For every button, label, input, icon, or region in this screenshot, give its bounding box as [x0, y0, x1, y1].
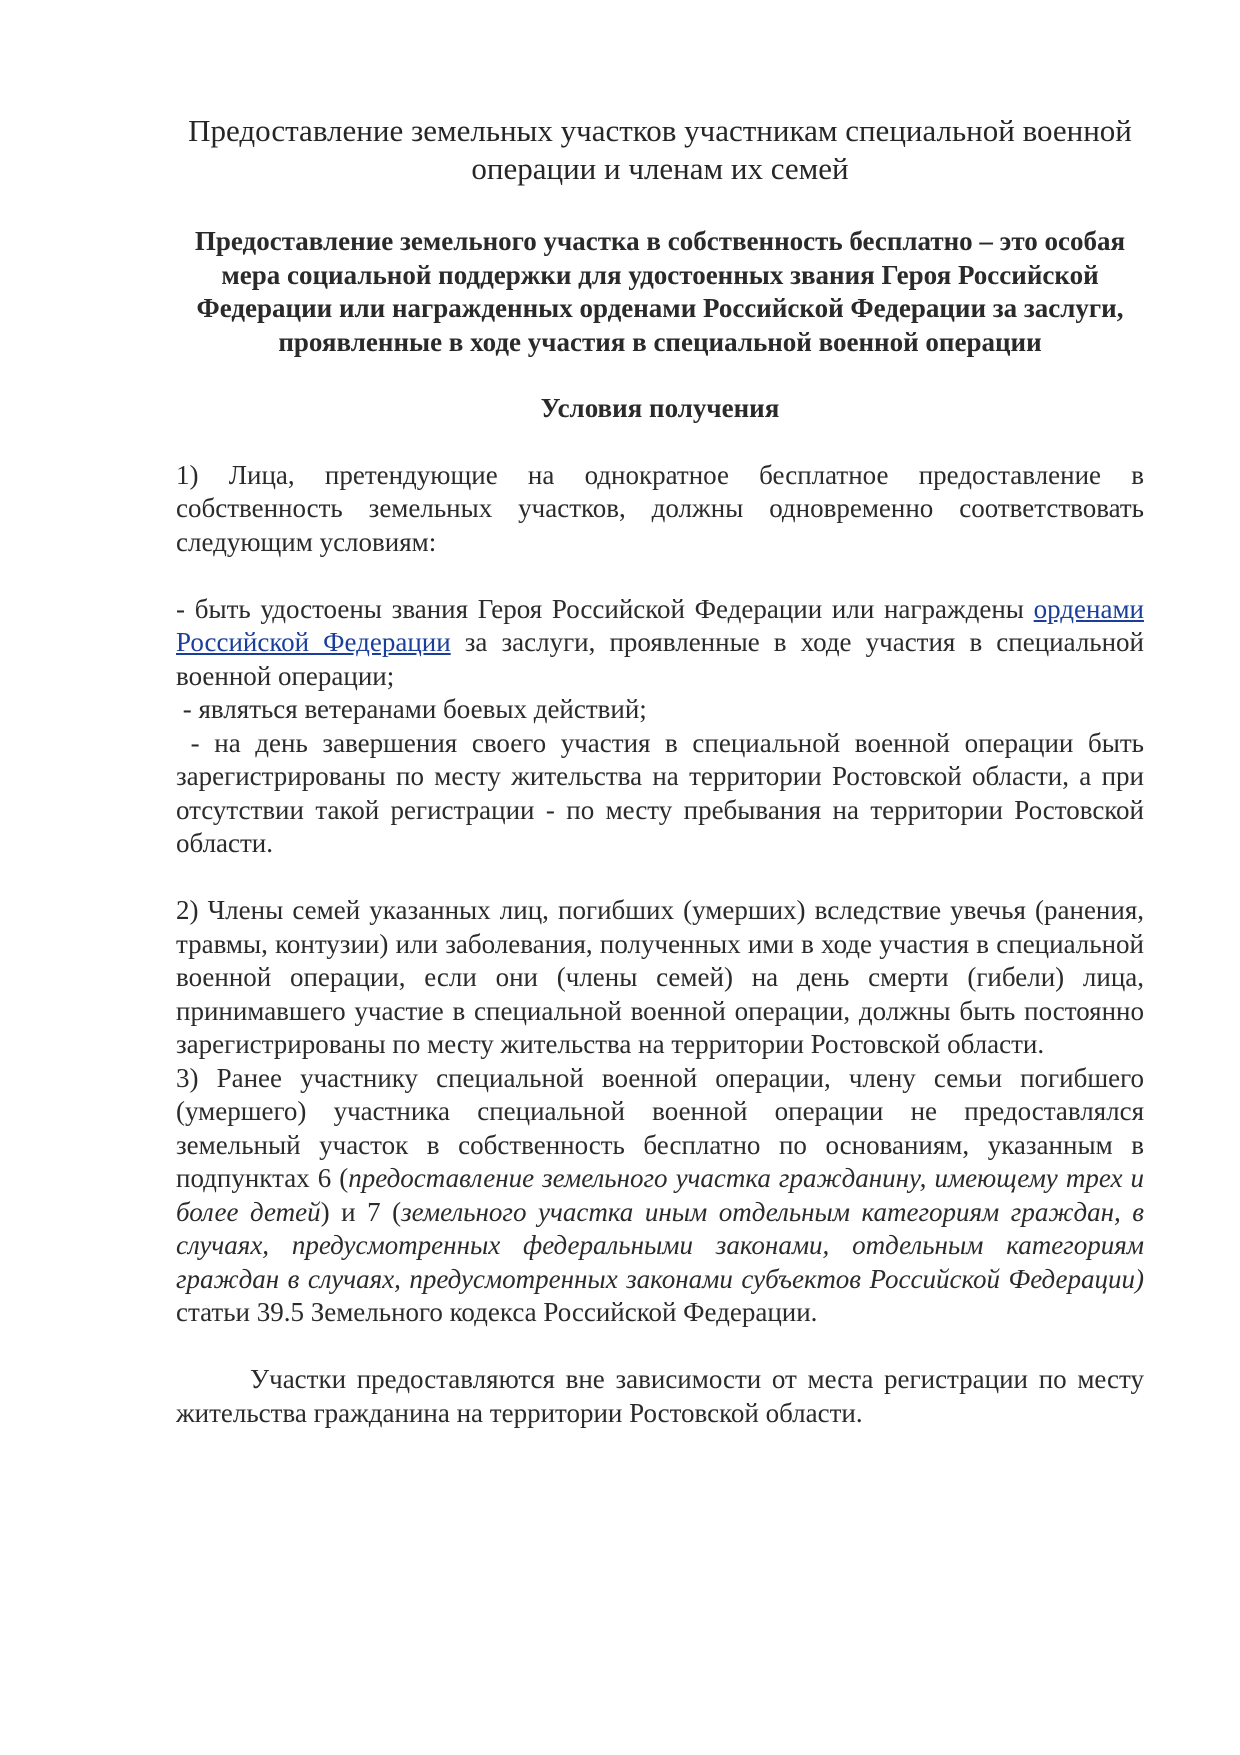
item-3-part-3: статьи 39.5 Земельного кодекса Российской Федерации.: [176, 1297, 818, 1327]
closing-paragraph: Участки предоставляются вне зависимости от места регистрации по месту жительства гражданина на территории Ростовской области.: [176, 1364, 1144, 1428]
condition-item-2: 2) Члены семей указанных лиц, погибших (умерших) вследствие увечья (ранения, травмы, контузии) или заболевания, полученных ими в ходе участия в специальной военной операции, если они (члены семей) на день смерти (гибели) лица, принимавшего участие в специальной военной операции, должны быть постоянно зарегистрированы по месту жительства на территории Ростовской области.: [176, 895, 1144, 1059]
condition-item-3: [176, 1062, 1144, 1330]
item-3-part-1: 3) Ранее участнику специальной военной операции, члену семьи погибшего (умершего) участника специальной военной операции не предоставлялся земельный участок в собственность бесплатно по основаниям, указанным в подпунктах 6 (: [176, 1062, 1144, 1193]
bullet-1-text-before: - быть удостоены звания Героя Российской Федерации или награждены: [176, 593, 1034, 624]
section-heading: Условия получения: [540, 393, 780, 423]
condition-bullet-3: - на день завершения своего участия в специальной военной операции быть зарегистрированы по месту жительства на территории Ростовской области, а при отсутствии такой регистрации - по месту пребывания на территории Ростовской области.: [176, 727, 1151, 858]
item-3-italic-1: предоставление земельного участка гражданину, имеющему трех и более детей: [176, 1163, 1144, 1227]
condition-bullet-1: [176, 593, 1144, 694]
item-3-part-2: ) и 7 (: [320, 1196, 402, 1227]
condition-bullet-2: - являться ветеранами боевых действий;: [176, 694, 647, 724]
document-title: Предоставление земельных участков участникам специальной военной операции и членам их семей: [188, 113, 1132, 186]
bullet-1-text-after: за заслуги, проявленные в ходе участия в специальной военной операции;: [176, 627, 1144, 691]
document-subtitle: Предоставление земельного участка в собственность бесплатно – это особая мера социальной поддержки для удостоенных звания Героя Российской Федерации или награжденных орденами Российской Федерации за заслуги, проявленные в ходе участия в специальной военной операции: [194, 226, 1126, 357]
item-3-italic-2: земельного участка иным отдельным категориям граждан, в случаях, предусмотренных федеральными законами, отдельным категориям граждан в случаях, предусмотренных законами субъектов Российской Федерации): [176, 1196, 1145, 1294]
orders-link[interactable]: орденами Российской Федерации: [176, 593, 1144, 657]
condition-item-1: 1) Лица, претендующие на однократное бесплатное предоставление в собственность земельных участков, должны одновременно соответствовать следующим условиям:: [176, 459, 1144, 557]
document-page: [176, 112, 1151, 1430]
